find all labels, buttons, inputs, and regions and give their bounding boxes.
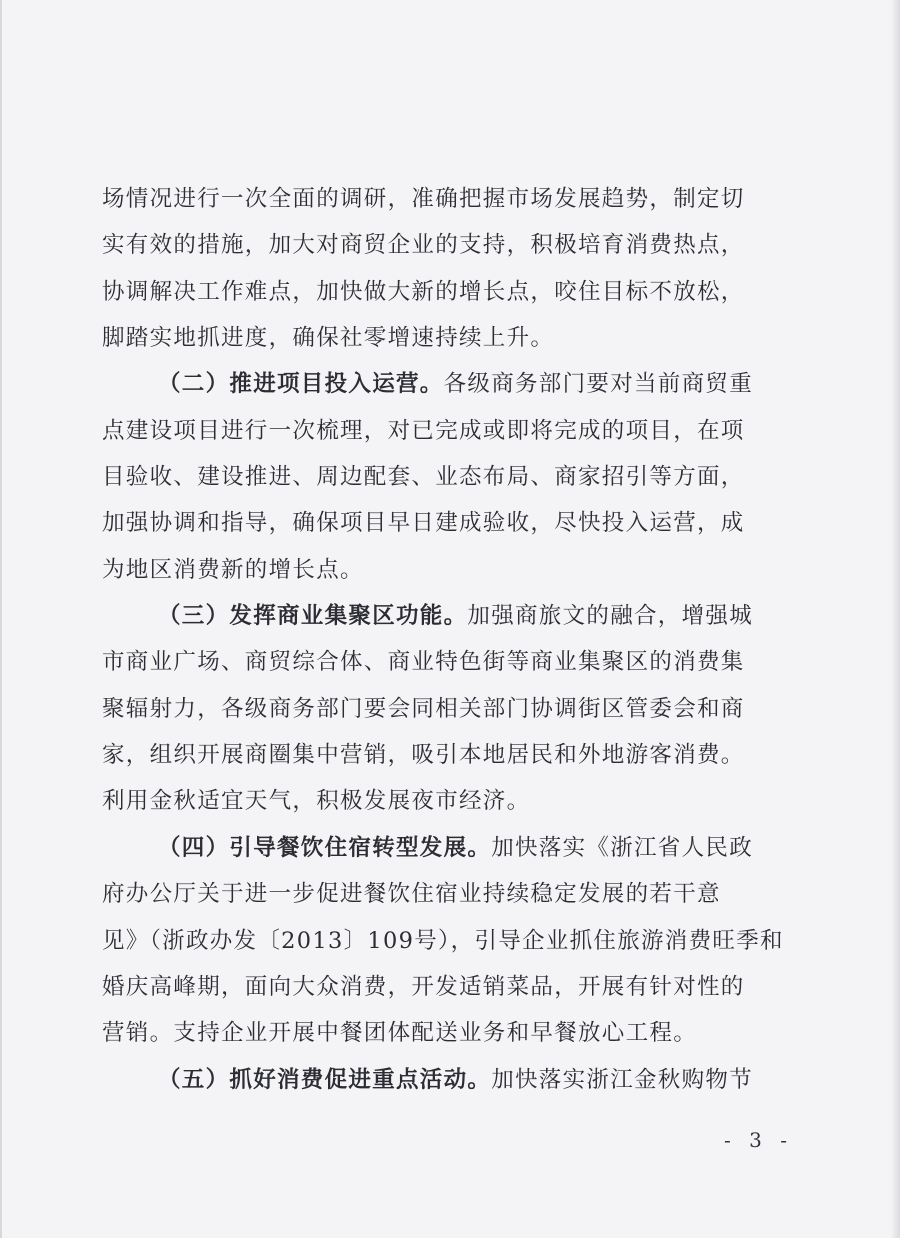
body-text-span: 利用金秋适宜天气，积极发展夜市经济。	[102, 788, 531, 815]
text-line	[102, 964, 792, 1010]
text-line	[102, 269, 792, 315]
body-text-span: 场情况进行一次全面的调研，准确把握市场发展趋势，制定切	[102, 186, 745, 212]
text-line	[102, 825, 792, 871]
body-text-span: 为地区消费新的增长点。	[102, 556, 364, 583]
page-number: - 3 -	[724, 1128, 793, 1152]
text-line	[102, 639, 792, 685]
text-line	[102, 547, 792, 593]
text-line	[102, 454, 792, 500]
text-line	[102, 918, 792, 964]
text-line	[102, 686, 792, 732]
body-text-span: 府办公厅关于进一步促进餐饮住宿业持续稳定发展的若干意	[102, 881, 721, 908]
text-line	[102, 732, 792, 778]
text-line	[102, 1057, 792, 1103]
text-line	[102, 593, 792, 639]
body-text-span: 见》（浙政办发〔2013〕109号），引导企业抓住旅游消费旺季和	[102, 927, 784, 954]
body-text-span: 加快落实浙江金秋购物节	[491, 1066, 754, 1093]
body-text-span: 各级商务部门要对当前商贸重	[443, 371, 754, 398]
body-text-span: 营销。支持企业开展中餐团体配送业务和早餐放心工程。	[102, 1020, 698, 1047]
text-line	[102, 361, 792, 407]
text-line	[102, 871, 792, 917]
body-text-span: 加强商旅文的融合，增强城	[467, 603, 754, 630]
body-text-span: 协调解决工作难点，加快做大新的增长点，咬住目标不放松，	[102, 278, 745, 305]
text-line	[102, 500, 792, 546]
text-line	[102, 408, 792, 454]
body-text-span: 脚踏实地抓进度，确保社零增速持续上升。	[102, 325, 555, 352]
body-text-span: 目验收、建设推进、周边配套、业态布局、商家招引等方面，	[102, 464, 745, 491]
scan-edge	[892, 0, 900, 1238]
body-text-span: 婚庆高峰期，面向大众消费，开发适销菜品，开展有针对性的	[102, 973, 745, 1000]
body-text-span: 实有效的措施，加大对商贸企业的支持，积极培育消费热点，	[102, 232, 745, 259]
body-text-span: 加快落实《浙江省人民政	[491, 834, 754, 861]
text-line	[102, 176, 792, 222]
body-text-span: 市商业广场、商贸综合体、商业特色街等商业集聚区的消费集	[102, 649, 745, 676]
body-text-span: 聚辐射力，各级商务部门要会同相关部门协调街区管委会和商	[102, 695, 745, 722]
text-line	[102, 778, 792, 824]
section-heading: （五）抓好消费促进重点活动。	[158, 1066, 492, 1093]
text-line	[102, 315, 792, 361]
section-heading: （四）引导餐饮住宿转型发展。	[158, 834, 492, 861]
text-line	[102, 1010, 792, 1056]
section-heading: （二）推进项目投入运营。	[158, 371, 444, 398]
body-text-span: 家，组织开展商圈集中营销，吸引本地居民和外地游客消费。	[102, 742, 745, 769]
body-text-span: 点建设项目进行一次梳理，对已完成或即将完成的项目，在项	[102, 417, 745, 444]
text-line	[102, 222, 792, 268]
body-text-span: 加强协调和指导，确保项目早日建成验收，尽快投入运营，成	[102, 510, 745, 537]
body-text	[102, 176, 792, 1103]
section-heading: （三）发挥商业集聚区功能。	[158, 603, 468, 630]
